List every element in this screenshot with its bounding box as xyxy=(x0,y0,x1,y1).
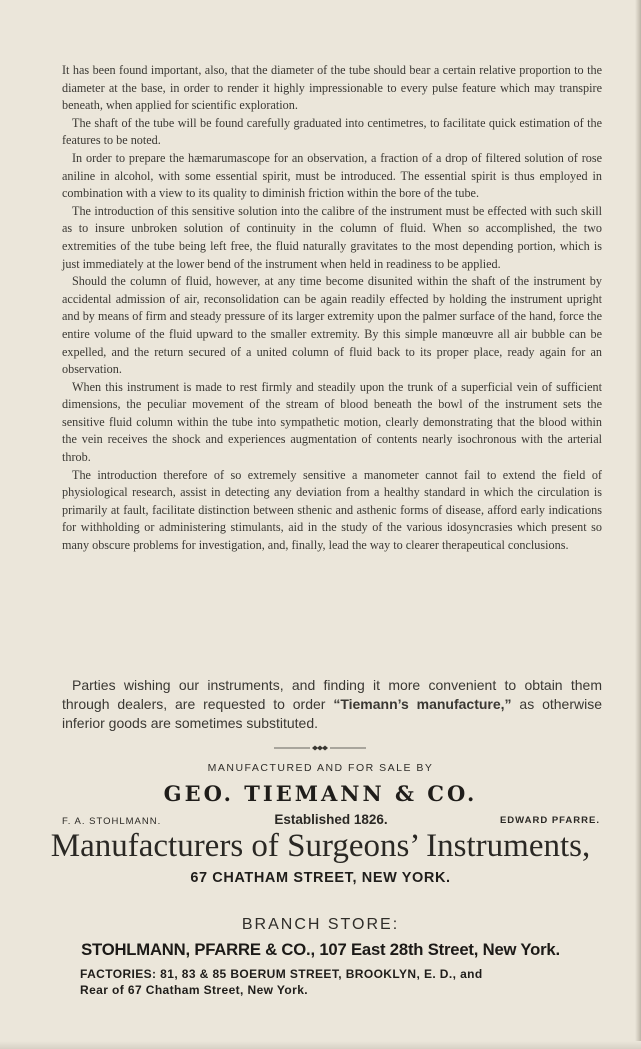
paragraph: It has been found important, also, that the diameter of the tube should bear a certain relative proportion to the diameter at the base, in order to render it highly impressionable to every pulse feature which may transpire beneath, when applied for scientific exploration. xyxy=(62,63,602,113)
branch-store-address: STOHLMANN, PFARRE & CO., 107 East 28th Street, New York. xyxy=(81,940,560,959)
company-name: GEO. TIEMANN & CO. xyxy=(163,781,478,806)
paragraph: When this instrument is made to rest firmly and steadily upon the trunk of a superficial vein of sufficient dimensions, the peculiar movement of the stream of blood beneath the bowl of the instrument sets the sensitive fluid column within the tube into sympathetic motion, clearly demonstrating that the blood within the vein receives the shock and experiences augmentation of contents nearly isochronous with the arterial throb. xyxy=(62,379,602,465)
paragraph: In order to prepare the hæmarumascope for an observation, a fraction of a drop of filtered solution of rose aniline in alcohol, with some essential spirit, must be introduced. The essential spirit is thus employed in combination with a view to its quality to diminish friction within the bore of the tube. xyxy=(62,150,602,201)
main-address: 67 CHATHAM STREET, NEW YORK. xyxy=(190,870,451,886)
branch-store-heading: BRANCH STORE: xyxy=(241,916,400,933)
manufacturers-heading: Manufacturers of Surgeons’ Instruments, xyxy=(50,828,591,864)
partner-right: EDWARD PFARRE. xyxy=(499,815,600,826)
paragraph: Should the column of fluid, however, at any time become disunited within the shaft of the instrument by accidental admission of air, reconsolidation can be again readily effected by holding the instrument upright and by means of firm and steady pressure of its larger extremity upon the palmer surface of the hand, force the entire volume of the fluid upward to the smaller extremity. By this simple manœuvre all air bubble can be expelled, and the return secured of a united column of fluid back to its proper place, ready again for an observation. xyxy=(62,274,602,377)
partner-left: F. A. STOHLMANN. xyxy=(62,816,162,827)
factories-line-2: Rear of 67 Chatham Street, New York. xyxy=(80,983,309,997)
paragraph: The introduction of this sensitive solution into the calibre of the instrument must be effected with such skill as to insure unbroken solution of continuity in the column of fluid. When so accomplished, the two extremities of the tube being left free, the fluid naturally gravitates to the most depending portion, which is just immediately at the lower bend of the instrument when held in readiness to be applied. xyxy=(62,203,602,271)
notice-text-before: Parties wishing our instruments, and finding it more convenient to obtain them through dealers, are requested to order xyxy=(62,677,602,712)
factories-block xyxy=(80,966,600,998)
notice-text-after: as otherwise inferior goods are sometimes substituted. xyxy=(62,696,602,731)
body-text xyxy=(62,62,602,555)
page-bottom-edge xyxy=(0,1041,641,1049)
paragraph: The introduction therefore of so extremely sensitive a manometer cannot fail to extend the field of physiological research, assist in detecting any deviation from a healthy standard in which the circulation is primarily at fault, facilitate distinction between sthenic and asthenic forms of disease, afford early indications for withholding or administering stimulants, aid in the study of the various idosyncrasies which present so many obscure problems for investigation, and, finally, lead the way to clearer therapeutical conclusions. xyxy=(62,467,602,553)
factories-line-1: FACTORIES: 81, 83 & 85 BOERUM STREET, BROOKLYN, E. D., and xyxy=(80,967,483,981)
dealer-notice-paragraph xyxy=(62,676,602,733)
notice-quote: “Tiemann’s manufacture,” xyxy=(333,696,512,712)
page-edge-shadow xyxy=(635,0,641,1049)
paragraph: The shaft of the tube will be found carefully graduated into centimetres, to facilitate quick estimation of the features to be noted. xyxy=(62,115,602,148)
manufactured-by-label: MANUFACTURED AND FOR SALE BY xyxy=(207,762,434,774)
ornament-divider xyxy=(274,744,366,752)
dealer-notice xyxy=(62,676,602,733)
established-date: Established 1826. xyxy=(274,812,388,827)
